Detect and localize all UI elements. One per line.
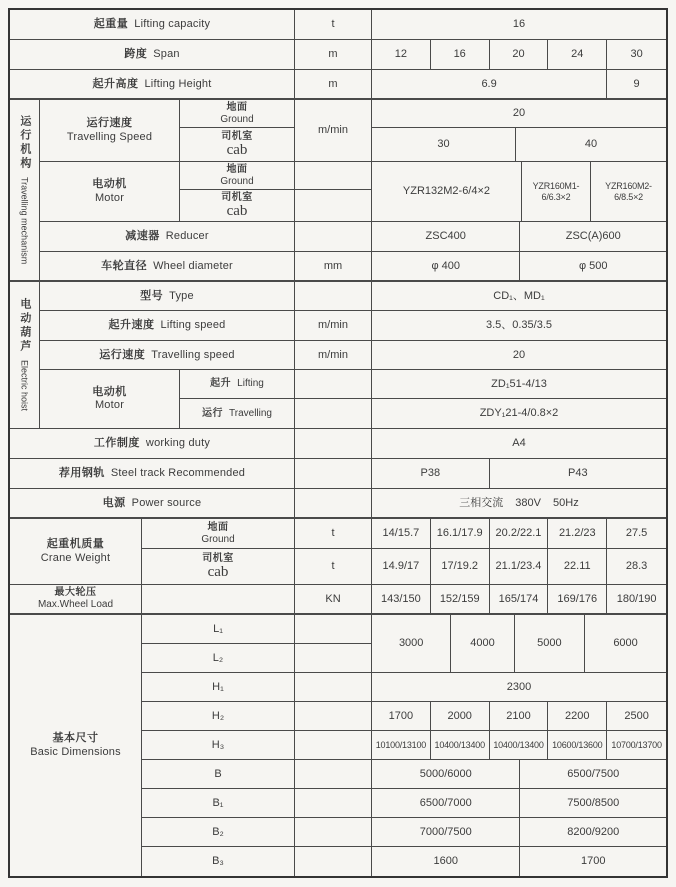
bd-b-unit-empty [295,760,372,789]
bd-h2-value-cell: 2000 [431,702,490,731]
bd-l2-unit-empty [295,644,372,673]
cab-label-en: cab [226,142,248,158]
tm-section-label [10,100,40,282]
bd-l1-row [142,615,372,644]
bd-b2-row [142,818,666,847]
bd-h3-value-cell: 10100/13100 [372,731,431,760]
steel-track-value-p43: P43 [490,459,666,489]
tm-wheel-label-zh: 车轮直径 [101,259,148,272]
bd-b1-row [142,789,666,818]
steel-track-label-en: Steel track Recommended [110,467,246,480]
tm-motor-block [40,162,666,222]
crane-weight-ground-value-cell: 14/15.7 [372,519,431,549]
tm-wheel-data [372,252,666,282]
tm-motor-sublabels [180,162,295,222]
tm-motor-ground-label [180,162,295,190]
eh-type-unit-empty [295,282,372,311]
tm-speed-label-zh: 运行速度 [86,117,133,130]
bd-b1-label: B₁ [142,789,295,818]
crane-weight-label-en: Crane Weight [40,551,111,564]
bd-b2-value-1: 7000/7500 [372,818,520,847]
eh-motor-unit-empty-2 [295,399,372,429]
eh-motor-sublabels [180,370,295,429]
row-steel-track [10,459,666,489]
tm-wheel-row [40,252,666,282]
capacity-label [10,10,295,40]
bd-b3-label: B₃ [142,847,295,876]
cab-label-zh: 司机室 [221,192,253,203]
cab-label-en: cab [207,564,229,580]
tm-reducer-label [40,222,295,252]
bd-l1-label: L₁ [142,615,295,644]
eh-motor-label [40,370,180,429]
lifting-height-data [372,70,666,100]
working-duty-value: A4 [372,429,666,459]
crane-weight-ground-value-cell: 20.2/22.1 [490,519,549,549]
power-source-data [372,489,666,519]
tm-reducer-value-2: ZSC(A)600 [520,222,666,252]
crane-weight-cab-value-cell: 28.3 [607,549,666,585]
bd-l-value-2: 4000 [451,615,514,673]
eh-motor-lifting-label [180,370,295,399]
max-wheel-load-label-en: Max.Wheel Load [37,599,114,610]
ground-label-en: Ground [201,533,235,545]
bd-b3-value-1: 1600 [372,847,520,876]
eh-section-label [10,282,40,429]
bd-l-value-4: 6000 [585,615,666,673]
bd-h2-data [372,702,666,731]
bd-h2-value-cell: 2500 [607,702,666,731]
row-lifting-capacity [10,10,666,40]
max-wheel-load-label-zh: 最大轮压 [54,587,97,598]
ground-label-en: Ground [220,113,254,125]
tm-reducer-unit-empty [295,222,372,252]
tm-motor-label-en: Motor [94,191,125,204]
crane-weight-cab-value-cell: 17/19.2 [431,549,490,585]
basic-dimensions-label-zh: 基本尺寸 [52,732,99,745]
power-source-label [10,489,295,519]
eh-motor-data [372,370,666,429]
cab-label-en: cab [226,203,248,219]
crane-weight-cab-data [372,549,666,585]
crane-weight-label-zh: 起重机质量 [46,538,105,551]
max-wheel-load-value-cell: 165/174 [490,585,549,615]
eh-lifting-speed-value: 3.5、0.35/3.5 [372,311,666,341]
tm-motor-value-2: YZR160M1-6/6.3×2 [522,162,591,222]
crane-weight-label [10,519,142,585]
cab-label-zh: 司机室 [221,131,253,142]
bd-h2-unit-empty [295,702,372,731]
bd-b3-unit-empty [295,847,372,876]
tm-speed-cab-value-30: 30 [372,128,516,162]
eh-travelling-speed-data [372,341,666,370]
row-working-duty [10,429,666,459]
max-wheel-load-data [372,585,666,615]
max-wheel-load-value-cell: 180/190 [607,585,666,615]
row-power-source [10,489,666,519]
bd-h2-row [142,702,666,731]
section-travelling-mechanism [10,100,666,282]
basic-dimensions-label-en: Basic Dimensions [30,745,121,758]
bd-h3-value-cell: 10600/13600 [548,731,607,760]
eh-motor-block [40,370,666,429]
bd-b2-label: B₂ [142,818,295,847]
eh-motor-unit-col [295,370,372,429]
eh-travelling-speed-label [40,341,295,370]
bd-l1-unit-empty [295,615,372,644]
span-label-zh: 跨度 [124,48,148,61]
steel-track-label [10,459,295,489]
capacity-unit: t [295,10,372,40]
tm-motor-unit-empty-1 [295,162,372,190]
lifting-height-label-zh: 起升高度 [92,77,139,90]
eh-motor-lifting-data [372,370,666,399]
eh-motor-label-zh: 电动机 [92,385,127,398]
power-source-label-en: Power source [131,496,202,509]
tm-motor-data [372,162,666,222]
tm-motor-label-zh: 电动机 [92,178,127,191]
eh-motor-label-en: Motor [94,399,125,411]
eh-motor-lifting-en: Lifting [237,378,264,390]
section-electric-hoist [10,282,666,429]
steel-track-unit-empty [295,459,372,489]
crane-weight-cab-value-cell: 14.9/17 [372,549,431,585]
span-value-cell: 12 [372,40,431,70]
steel-track-label-zh: 荐用钢轨 [58,467,105,480]
bd-b2-unit-empty [295,818,372,847]
tm-speed-ground-label [180,100,295,128]
tm-speed-label-en: Travelling Speed [66,130,153,143]
tm-motor-unit-empty-2 [295,190,372,222]
tm-speed-cab-value-40: 40 [516,128,666,162]
lifting-height-main: 6.9 [372,70,607,100]
tm-speed-ground-value: 20 [372,100,666,128]
eh-body [40,282,666,429]
eh-section-label-zh: 电动葫芦 [18,298,31,355]
eh-motor-lifting-zh: 起升 [210,378,232,390]
crane-spec-table [8,8,668,878]
power-source-unit-empty [295,489,372,519]
bd-h1-label: H₁ [142,673,295,702]
bd-l2-label: L₂ [142,644,295,673]
span-value-cell: 30 [607,40,666,70]
eh-travelling-speed-label-zh: 运行速度 [99,348,146,361]
tm-reducer-label-zh: 减速器 [125,230,160,243]
bd-b1-unit-empty [295,789,372,818]
lifting-height-label [10,70,295,100]
bd-h3-value-cell: 10400/13400 [431,731,490,760]
row-span [10,40,666,70]
power-source-value: 三相交流 380V 50Hz [372,489,666,519]
lifting-height-30: 9 [607,70,666,100]
eh-type-value: CD₁、MD₁ [372,282,666,311]
tm-speed-sublabels [180,100,295,162]
eh-motor-travelling-value: ZDY₁21-4/0.8×2 [372,399,666,429]
bd-l-block [142,615,666,673]
bd-h3-label: H₃ [142,731,295,760]
tm-speed-block [40,100,666,162]
bd-b2-value-2: 8200/9200 [520,818,666,847]
bd-b-label: B [142,760,295,789]
bd-b-value-1: 5000/6000 [372,760,520,789]
eh-type-label-zh: 型号 [140,289,164,302]
crane-weight-ground-data [372,519,666,549]
lifting-height-label-en: Lifting Height [144,77,212,90]
ground-label-zh: 地面 [207,521,229,533]
bd-b1-value-2: 7500/8500 [520,789,666,818]
tm-wheel-label-en: Wheel diameter [153,259,233,272]
crane-weight-cab-value-cell: 21.1/23.4 [490,549,549,585]
bd-h3-unit-empty [295,731,372,760]
eh-motor-travelling-data [372,399,666,429]
capacity-label-zh: 起重量 [93,18,129,31]
crane-weight-cab-unit: t [295,549,372,585]
working-duty-label [10,429,295,459]
tm-speed-data [372,100,666,162]
crane-weight-cab-value-cell: 22.11 [548,549,607,585]
bd-b-data [372,760,666,789]
crane-weight-ground-unit: t [295,519,372,549]
tm-speed-unit: m/min [295,100,372,162]
cab-label-zh: 司机室 [202,553,234,564]
tm-wheel-value-1: φ 400 [372,252,520,282]
tm-reducer-data [372,222,666,252]
tm-speed-cab-label [180,128,295,162]
tm-speed-label [40,100,180,162]
tm-speed-ground-data [372,100,666,128]
max-wheel-load-value-cell: 169/176 [548,585,607,615]
capacity-label-en: Lifting capacity [134,18,211,31]
working-duty-unit-empty [295,429,372,459]
tm-reducer-value-1: ZSC400 [372,222,520,252]
tm-body [40,100,666,282]
eh-lifting-speed-unit: m/min [295,311,372,341]
eh-lifting-speed-data [372,311,666,341]
bd-b-row [142,760,666,789]
eh-lifting-speed-label-en: Lifting speed [160,319,226,332]
tm-motor-value-1: YZR132M2-6/4×2 [372,162,522,222]
max-wheel-load-unit: KN [295,585,372,615]
bd-b1-data [372,789,666,818]
capacity-data [372,10,666,40]
eh-motor-travelling-zh: 运行 [202,407,223,419]
bd-b1-value-1: 6500/7000 [372,789,520,818]
eh-lifting-speed-label [40,311,295,341]
power-source-label-zh: 电源 [102,496,126,509]
eh-type-row [40,282,666,311]
eh-lifting-speed-label-zh: 起升速度 [108,319,155,332]
max-wheel-load-empty [142,585,295,615]
bd-h2-value-cell: 2100 [490,702,549,731]
eh-travelling-speed-unit: m/min [295,341,372,370]
span-value-cell: 16 [431,40,490,70]
bd-b3-value-2: 1700 [580,855,606,868]
lifting-height-unit: m [295,70,372,100]
crane-weight-ground-value-cell: 16.1/17.9 [431,519,490,549]
bd-b3-data [372,847,666,876]
tm-wheel-value-2: φ 500 [520,252,666,282]
basic-dimensions-body [142,615,666,876]
working-duty-label-zh: 工作制度 [93,437,140,450]
eh-motor-travelling-label [180,399,295,429]
eh-travelling-speed-label-en: Travelling speed [151,348,235,361]
max-wheel-load-value-cell: 152/159 [431,585,490,615]
bd-l-value-3: 5000 [515,615,586,673]
ground-label-en: Ground [220,175,254,187]
tm-wheel-label [40,252,295,282]
eh-travelling-speed-row [40,341,666,370]
eh-travelling-speed-value: 20 [372,341,666,370]
max-wheel-load-label [10,585,142,615]
row-max-wheel-load [10,585,666,615]
span-value-cell: 20 [490,40,549,70]
crane-weight-ground-value-cell: 21.2/23 [548,519,607,549]
crane-weight-body [142,519,666,585]
ground-label-zh: 地面 [226,163,248,175]
row-lifting-height [10,70,666,100]
working-duty-data [372,429,666,459]
eh-type-label [40,282,295,311]
tm-section-label-en: Travelling mechanism [19,177,30,265]
bd-l-data [372,615,666,673]
bd-h1-data [372,673,666,702]
eh-type-label-en: Type [169,289,194,302]
bd-h2-value-cell: 1700 [372,702,431,731]
eh-type-data [372,282,666,311]
ground-label-zh: 地面 [226,101,248,113]
tm-motor-cab-label [180,190,295,222]
tm-speed-cab-data [372,128,666,162]
capacity-value: 16 [372,10,666,40]
bd-b3-row [142,847,666,876]
eh-motor-lifting-value: ZD₁51-4/13 [372,370,666,399]
crane-weight-ground-value-cell: 27.5 [607,519,666,549]
tm-reducer-label-en: Reducer [165,230,209,243]
bd-h2-label: H₂ [142,702,295,731]
basic-dimensions-label [10,615,142,876]
bd-l-value-1: 3000 [372,615,451,673]
tm-motor-label [40,162,180,222]
working-duty-label-en: working duty [145,437,211,450]
tm-reducer-row [40,222,666,252]
tm-wheel-unit: mm [295,252,372,282]
tm-motor-unit-col [295,162,372,222]
tm-motor-value-3: YZR160M2-6/8.5×2 [591,162,666,222]
crane-weight-ground-label [142,519,295,549]
eh-motor-unit-empty-1 [295,370,372,399]
section-basic-dimensions [10,615,666,876]
span-data [372,40,666,70]
bd-l2-row [142,644,372,673]
tm-section-label-zh: 运行机构 [18,115,31,172]
max-wheel-load-value-cell: 143/150 [372,585,431,615]
bd-b-value-2: 6500/7500 [520,760,666,789]
bd-b2-data [372,818,666,847]
steel-track-value-p38: P38 [372,459,490,489]
span-label-en: Span [153,48,180,61]
bd-l-left [142,615,372,673]
span-unit: m [295,40,372,70]
bd-h3-value-cell: 10700/13700 [607,731,666,760]
bd-h3-value-cell: 10400/13400 [490,731,549,760]
bd-h1-value: 2300 [372,673,666,702]
crane-weight-cab-label [142,549,295,585]
steel-track-data [372,459,666,489]
eh-motor-travelling-en: Travelling [229,407,272,419]
bd-h1-unit-empty [295,673,372,702]
bd-h3-data [372,731,666,760]
section-crane-weight [10,519,666,585]
bd-h2-value-cell: 2200 [548,702,607,731]
bd-h3-row [142,731,666,760]
bd-h1-row [142,673,666,702]
span-value-cell: 24 [548,40,607,70]
eh-lifting-speed-row [40,311,666,341]
crane-weight-cab-row [142,549,666,585]
span-label [10,40,295,70]
crane-weight-ground-row [142,519,666,549]
eh-section-label-en: Electric hoist [19,360,30,412]
